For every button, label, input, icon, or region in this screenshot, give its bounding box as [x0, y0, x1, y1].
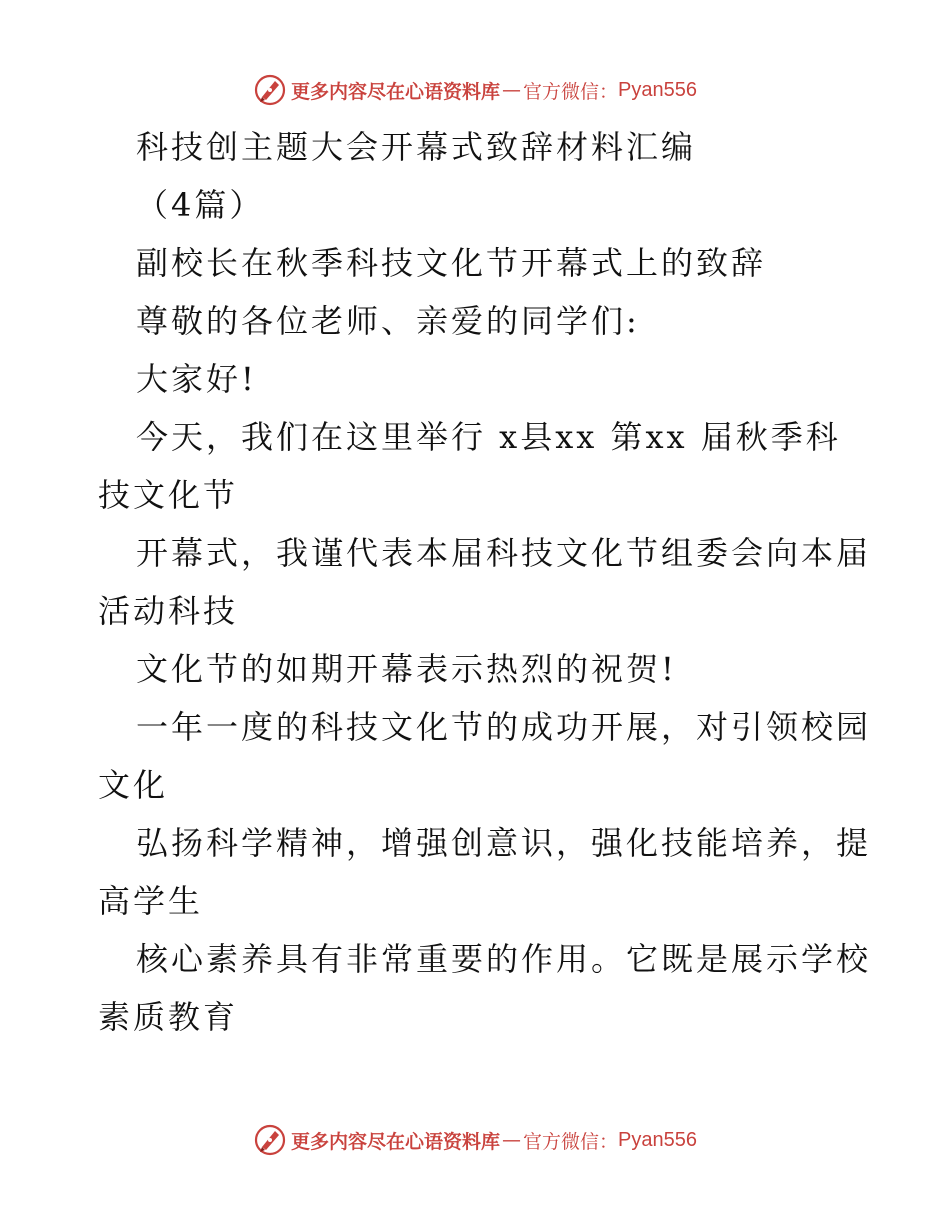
footer-banner — [0, 1120, 950, 1160]
banner-dash: — — [502, 79, 522, 101]
document-subtitle: （4篇） — [136, 186, 265, 224]
paragraph-line: 今天，我们在这里举行 x县xx 第xx 届秋季科 — [136, 418, 841, 456]
banner-text: 更多内容尽在心语资料库 — [291, 1130, 501, 1153]
document-body — [98, 118, 872, 1046]
greeting: 大家好! — [136, 360, 257, 398]
paragraph-line: 弘扬科学精神，增强创意识，强化技能培养，提 — [136, 824, 872, 862]
banner-subtext: 官方微信： — [523, 1130, 619, 1153]
banner-subtext: 官方微信： — [523, 80, 619, 103]
paragraph-line: 文化 — [98, 766, 169, 804]
document-title: 科技创主题大会开幕式致辞材料汇编 — [136, 128, 697, 166]
banner-dash: — — [502, 1129, 522, 1151]
banner-wechat-id: Pyan556 — [618, 78, 697, 101]
salutation: 尊敬的各位老师、亲爱的同学们: — [136, 302, 640, 340]
paragraph-line: 文化节的如期开幕表示热烈的祝贺! — [136, 650, 677, 688]
paragraph-line: 高学生 — [98, 882, 204, 920]
paragraph-line: 开幕式，我谨代表本届科技文化节组委会向本届 — [136, 534, 872, 572]
banner-wechat-id: Pyan556 — [618, 1128, 697, 1151]
header-banner — [0, 70, 950, 110]
paragraph-line: 活动科技 — [98, 592, 239, 630]
paragraph-line: 素质教育 — [98, 998, 239, 1036]
banner-text: 更多内容尽在心语资料库 — [291, 80, 501, 103]
paragraph-line: 一年一度的科技文化节的成功开展，对引领校园 — [136, 708, 872, 746]
pen-logo-icon — [253, 73, 287, 107]
pen-logo-icon — [253, 1123, 287, 1157]
paragraph-line: 技文化节 — [98, 476, 239, 514]
paragraph-line: 核心素养具有非常重要的作用。它既是展示学校 — [136, 940, 872, 978]
speech-title: 副校长在秋季科技文化节开幕式上的致辞 — [136, 244, 767, 282]
